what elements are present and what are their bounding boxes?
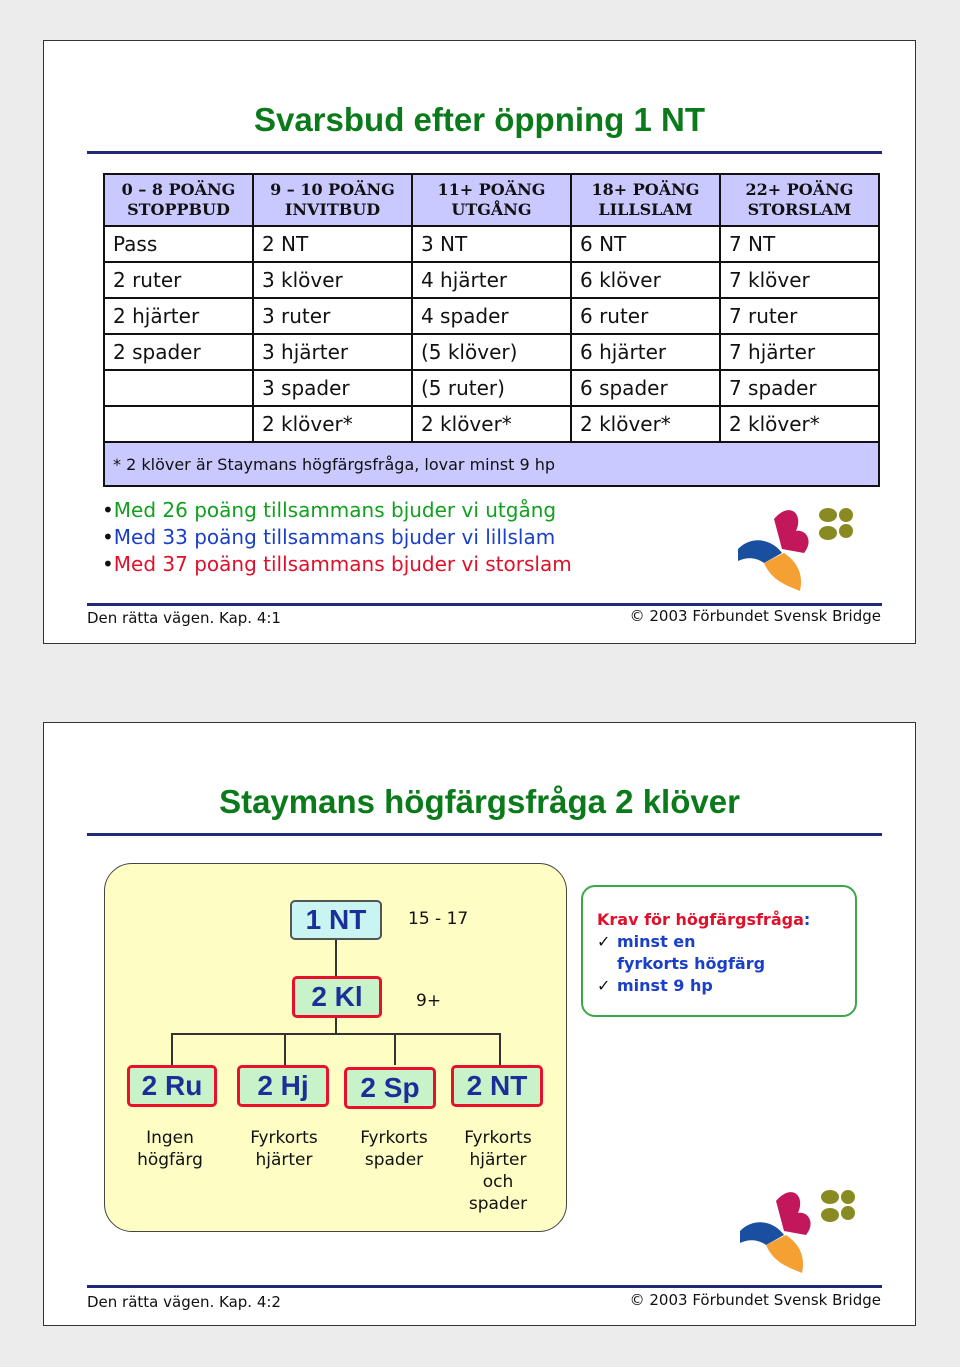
table-row <box>104 262 879 298</box>
requirement-text: minst en fyrkorts högfärg <box>617 932 766 973</box>
response-table <box>103 173 880 487</box>
table-note-row <box>104 442 879 486</box>
table-cell: 3 ruter <box>253 298 412 334</box>
table-cell <box>104 370 253 406</box>
table-cell: 2 klöver* <box>253 406 412 442</box>
table-cell: 7 klöver <box>720 262 879 298</box>
footer-left: Den rätta vägen. Kap. 4:1 <box>87 609 281 627</box>
requirement-item <box>597 931 843 975</box>
connector-line <box>499 1033 501 1065</box>
response-range: 9+ <box>416 991 442 1011</box>
answer-bid-box: 2 Hj <box>237 1065 329 1107</box>
table-cell: 7 NT <box>720 226 879 262</box>
bullet-list <box>102 497 572 578</box>
table-cell: 2 klöver* <box>720 406 879 442</box>
table-cell: 6 ruter <box>571 298 720 334</box>
title-rule <box>87 151 882 154</box>
header-cell: 9 – 10 POÄNG INVITBUD <box>253 174 412 226</box>
table-cell: 3 NT <box>412 226 571 262</box>
connector-line <box>394 1033 396 1065</box>
slide-2 <box>43 722 916 1326</box>
opening-range: 15 - 17 <box>408 909 469 929</box>
slide-1 <box>43 40 916 644</box>
check-icon: ✓ <box>597 976 611 995</box>
table-row <box>104 298 879 334</box>
footer-left: Den rätta vägen. Kap. 4:2 <box>87 1293 281 1311</box>
stayman-bid-box: 2 Kl <box>292 976 382 1018</box>
bullet-item <box>102 524 572 551</box>
requirement-title: Krav för högfärgsfråga: <box>597 910 811 929</box>
bullet-text: Med 37 poäng tillsammans bjuder vi storslam <box>113 552 572 576</box>
table-footnote: * 2 klöver är Staymans högfärgsfråga, lovar minst 9 hp <box>104 442 879 486</box>
table-cell: 2 klöver* <box>412 406 571 442</box>
table-cell: Pass <box>104 226 253 262</box>
table-cell: (5 klöver) <box>412 334 571 370</box>
bullet-dot-icon: • <box>102 552 114 576</box>
slide-1-title: Svarsbud efter öppning 1 NT <box>253 101 706 138</box>
footer-rule <box>87 1285 882 1288</box>
header-cell: 11+ POÄNG UTGÅNG <box>412 174 571 226</box>
header-cell: 22+ POÄNG STORSLAM <box>720 174 879 226</box>
footer-rule <box>87 603 882 606</box>
requirement-text: minst 9 hp <box>617 976 713 995</box>
header-cell: 18+ POÄNG LILLSLAM <box>571 174 720 226</box>
connector-line <box>284 1033 286 1065</box>
table-header-row <box>104 174 879 226</box>
table-row <box>104 226 879 262</box>
footer-right: © 2003 Förbundet Svensk Bridge <box>629 1291 881 1309</box>
bullet-text: Med 26 poäng tillsammans bjuder vi utgång <box>113 498 557 522</box>
bridge-logo-icon <box>736 1183 866 1275</box>
answer-bid-box: 2 Ru <box>127 1065 217 1107</box>
table-cell: (5 ruter) <box>412 370 571 406</box>
table-cell: 4 spader <box>412 298 571 334</box>
table-cell: 7 hjärter <box>720 334 879 370</box>
table-cell: 3 hjärter <box>253 334 412 370</box>
bridge-logo-icon <box>734 501 864 593</box>
check-icon: ✓ <box>597 932 611 951</box>
requirement-item <box>597 975 843 997</box>
table-row <box>104 334 879 370</box>
opening-bid-box: 1 NT <box>290 900 382 940</box>
table-cell: 6 spader <box>571 370 720 406</box>
answer-description: Fyrkorts hjärter <box>250 1128 318 1170</box>
table-cell: 2 spader <box>104 334 253 370</box>
connector-line <box>171 1033 173 1065</box>
answer-description: Ingen högfärg <box>137 1128 203 1170</box>
answer-bid-box: 2 NT <box>451 1065 543 1107</box>
bullet-item <box>102 551 572 578</box>
bullet-dot-icon: • <box>102 525 114 549</box>
slide-2-title: Staymans högfärgsfråga 2 klöver <box>219 783 740 820</box>
answer-description: Fyrkorts hjärter och spader <box>464 1128 532 1214</box>
table-cell: 7 spader <box>720 370 879 406</box>
header-cell: 0 – 8 POÄNG STOPPBUD <box>104 174 253 226</box>
connector-line <box>171 1033 501 1035</box>
table-cell: 7 ruter <box>720 298 879 334</box>
answer-description: Fyrkorts spader <box>360 1128 428 1170</box>
table-cell: 6 NT <box>571 226 720 262</box>
table-cell: 2 NT <box>253 226 412 262</box>
table-cell: 2 klöver* <box>571 406 720 442</box>
table-cell <box>104 406 253 442</box>
bullet-text: Med 33 poäng tillsammans bjuder vi lillslam <box>113 525 556 549</box>
connector-line <box>335 940 337 976</box>
table-cell: 3 spader <box>253 370 412 406</box>
connector-line <box>335 1018 337 1034</box>
table-cell: 4 hjärter <box>412 262 571 298</box>
answer-bid-box: 2 Sp <box>344 1067 436 1109</box>
table-cell: 6 hjärter <box>571 334 720 370</box>
bullet-dot-icon: • <box>102 498 114 522</box>
table-row <box>104 406 879 442</box>
table-row <box>104 370 879 406</box>
table-cell: 6 klöver <box>571 262 720 298</box>
table-cell: 2 hjärter <box>104 298 253 334</box>
bullet-item <box>102 497 572 524</box>
footer-right: © 2003 Förbundet Svensk Bridge <box>629 607 881 625</box>
table-cell: 3 klöver <box>253 262 412 298</box>
table-cell: 2 ruter <box>104 262 253 298</box>
requirement-box <box>581 885 857 1017</box>
title-rule <box>87 833 882 836</box>
